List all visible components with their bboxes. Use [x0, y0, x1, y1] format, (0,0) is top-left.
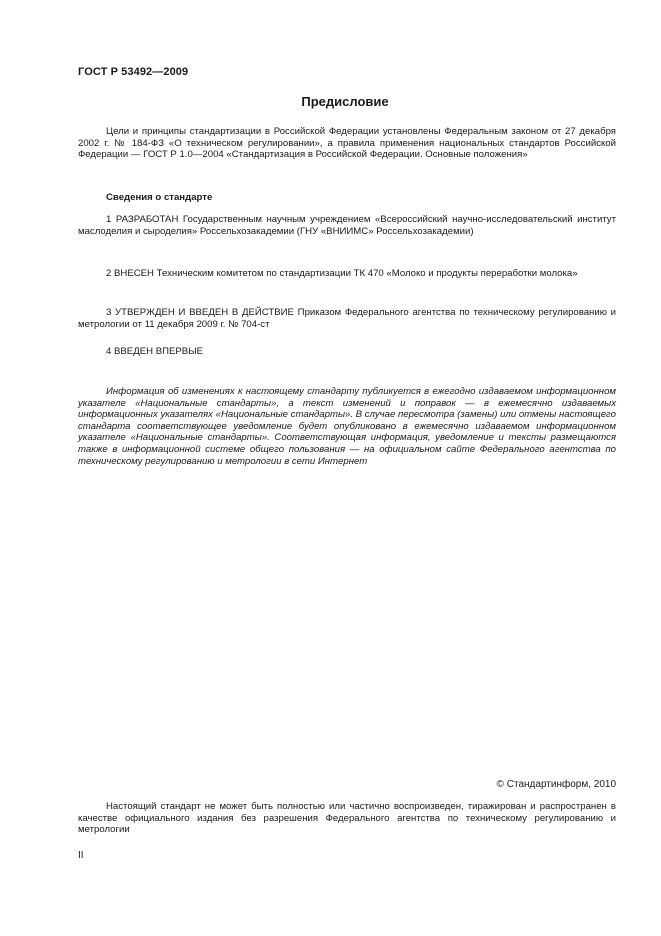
list-item: [78, 346, 616, 358]
reproduction-notice: [78, 801, 616, 836]
list-item: [78, 307, 616, 330]
info-notice-text: Информация об изменениях к настоящему стандарту публикуется в ежегодно издаваемом информационном указателе «Национальные стандарты», а текст изменений и поправок — в ежемесячно издаваемых информационных указателях «Национальные стандарты». В случае пересмотра (замены) или отмены настоящего стандарта соответствующее уведомление будет опубликовано в ежемесячно издаваемом информационном указателе «Национальные стандарты». Соответствующая информация, уведомление и тексты размещаются также в информационной системе общего пользования — на официальном сайте Федерального агентства по техническому регулированию и метрологии в сети Интернет: [78, 386, 616, 467]
page-title: Предисловие: [301, 94, 389, 109]
page-number: II: [78, 850, 84, 861]
list-item-text: 1 РАЗРАБОТАН Государственным научным учреждением «Всероссийский научно-исследовательский институт маслоделия и сыроделия» Россельхозакадемии (ГНУ «ВНИИМС» Россельхозакадемии): [78, 214, 616, 237]
list-item-text: 3 УТВЕРЖДЕН И ВВЕДЕН В ДЕЙСТВИЕ Приказом Федерального агентства по техническому регулированию и метрологии от 11 декабря 2009 г. № 704-ст: [78, 307, 616, 330]
info-notice: [78, 386, 616, 467]
intro-paragraph: [78, 126, 616, 161]
list-item-text: 2 ВНЕСЕН Техническим комитетом по стандартизации ТК 470 «Молоко и продукты переработки молока»: [106, 268, 578, 279]
list-item-text: 4 ВВЕДЕН ВПЕРВЫЕ: [106, 346, 204, 357]
copyright-line: © Стандартинформ, 2010: [496, 779, 616, 790]
list-item: [78, 214, 616, 237]
section-heading: Сведения о стандарте: [106, 192, 213, 203]
document-code: ГОСТ Р 53492—2009: [78, 66, 189, 78]
reproduction-notice-text: Настоящий стандарт не может быть полностью или частично воспроизведен, тиражирован и распространен в качестве официального издания без разрешения Федерального агентства по техническому регулированию и метрологии: [78, 801, 616, 836]
list-item: [78, 268, 616, 280]
intro-text: Цели и принципы стандартизации в Российской Федерации установлены Федеральным законом от 27 декабря 2002 г. № 184-ФЗ «О техническом регулировании», а правила применения национальных стандартов Российской Федерации — ГОСТ Р 1.0—2004 «Стандартизация в Российской Федерации. Основные положения»: [78, 126, 616, 161]
